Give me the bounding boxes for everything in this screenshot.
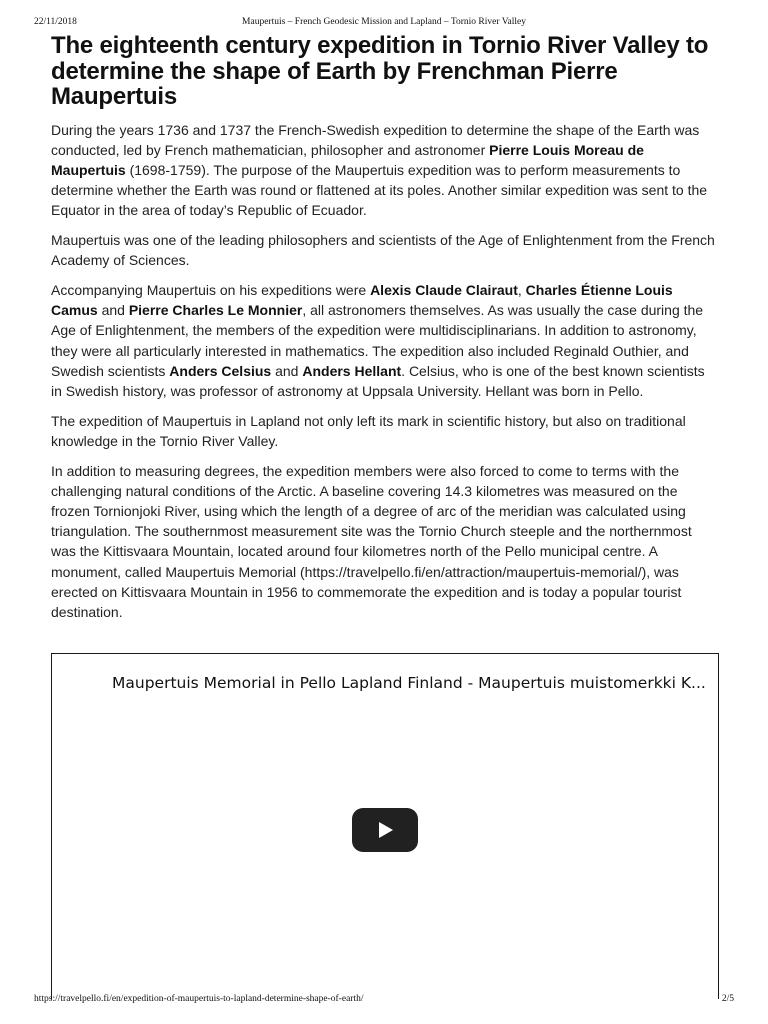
paragraph-3-text-c: ,	[517, 281, 526, 298]
paragraph-1-bold-name: Pierre Louis Moreau de Maupertuis	[51, 141, 644, 178]
paragraph-5: In addition to measuring degrees, the expedition members were also forced to come to terms with the challenging natural conditions of the Arctic. A baseline covering 14.3 kilometres was measured on the frozen Tornionjoki River, using which the length of a degree of arc of the meridian was calculated using triangulation. The southernmost measurement site was the Tornio Church steeple and the northernmost was the Kittisvaara Mountain, located around four kilometres north of the Pello municipal centre. A monument, called Maupertuis Memorial (https://travelpello.fi/en/attraction/maupertuis-memorial/), was erected on Kittisvaara Mountain in 1956 to commemorate the expedition and is today a popular tourist destination.	[51, 462, 692, 620]
print-url: https://travelpello.fi/en/expedition-of-maupertuis-to-lapland-determine-shape-of-earth/	[34, 994, 364, 1004]
paragraph-3-text-g: , all astronomers themselves. As was usually the case during the Age of Enlightenment, the members of the expedition were multidisciplinarians. In addition to astronomy, they were all particularly interested in mathematics. The expedition also included Reginald Outhier, and Swedish scientists	[51, 302, 704, 379]
paragraph-3-text-e: and	[97, 302, 129, 319]
name-camus: Charles Étienne Louis Camus	[51, 281, 673, 319]
play-icon	[379, 822, 393, 838]
name-hellant: Anders Hellant	[302, 362, 402, 379]
video-embed[interactable]	[51, 653, 719, 999]
print-page-title: Maupertuis – French Geodesic Mission and Lapland – Tornio River Valley	[242, 17, 526, 27]
paragraph-3-text-k: . Celsius, who is one of the best known scientists in Swedish history, was professor of astronomy at Uppsala University. Hellant was born in Pello.	[51, 362, 705, 399]
article-heading: The eighteenth century expedition in Tornio River Valley to determine the shape of Earth by Frenchman Pierre Maupertuis	[51, 32, 709, 110]
paragraph-3-text-a: Accompanying Maupertuis on his expeditions were	[51, 281, 371, 298]
print-header	[34, 17, 734, 29]
video-title[interactable]: Maupertuis Memorial in Pello Lapland Finland - Maupertuis muistomerkki K...	[112, 674, 706, 692]
article	[51, 33, 719, 632]
print-footer	[34, 994, 734, 1006]
name-celsius: Anders Celsius	[169, 362, 272, 379]
print-date: 22/11/2018	[34, 17, 77, 27]
paragraph-3-text-i: and	[271, 362, 303, 379]
print-page-number: 2/5	[721, 994, 734, 1004]
name-clairaut: Alexis Claude Clairaut	[370, 281, 518, 298]
name-le-monnier: Pierre Charles Le Monnier	[128, 302, 303, 319]
play-button[interactable]	[352, 808, 418, 852]
paragraph-4: The expedition of Maupertuis in Lapland not only left its mark in scientific history, but also on traditional knowledge in the Tornio River Valley.	[51, 412, 686, 449]
paragraph-2: Maupertuis was one of the leading philosophers and scientists of the Age of Enlightenment from the French Academy of Sciences.	[51, 232, 715, 269]
paragraph-3	[51, 280, 719, 401]
paragraph-1-text-c: (1698-1759). The purpose of the Maupertuis expedition was to perform measurements to determine whether the Earth was round or flattened at its poles. Another similar expedition was sent to the Equator in the area of today’s Republic of Ecuador.	[51, 161, 708, 219]
paragraph-1-text-a: During the years 1736 and 1737 the French-Swedish expedition to determine the shape of the Earth was conducted, led by French mathematician, philosopher and astronomer	[51, 121, 700, 158]
paragraph-1	[51, 120, 719, 221]
